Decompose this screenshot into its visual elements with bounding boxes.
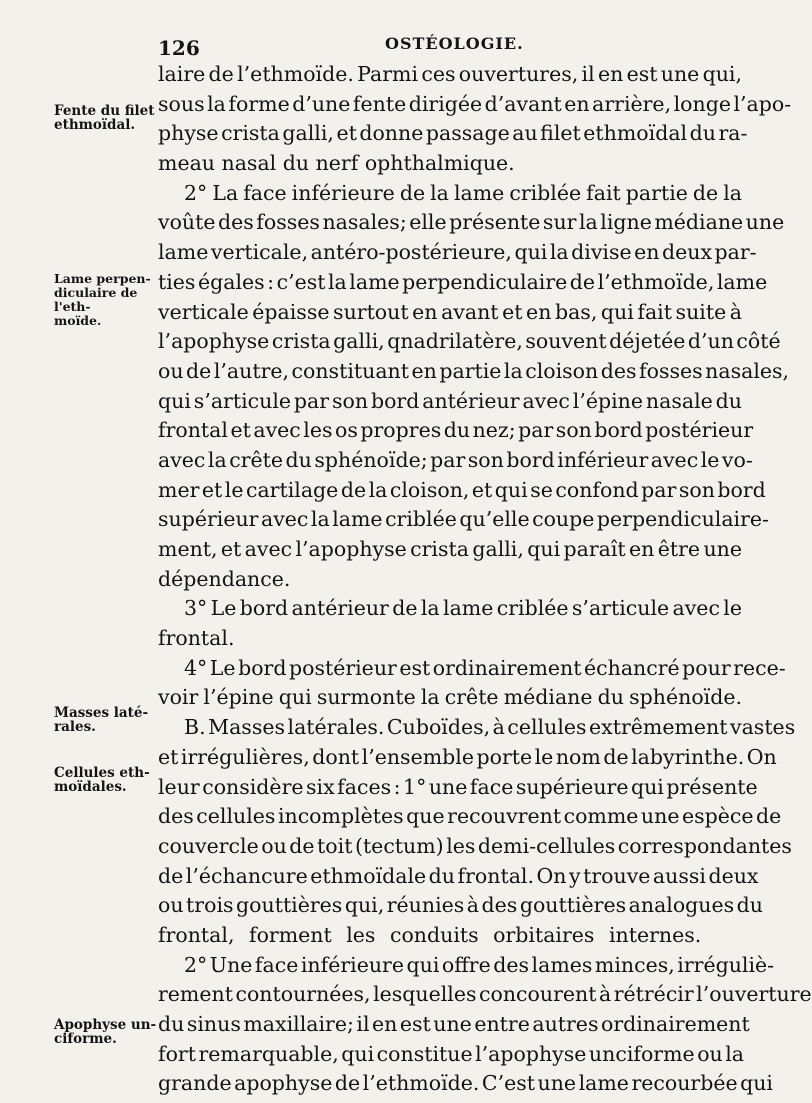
text-line: frontal. (158, 626, 235, 651)
text-line: ou de l’autre, constituant en partie la cloison des fosses nasales, (158, 358, 790, 383)
text-line: voir l’épine qui surmonte la crête médiane du sphénoïde. (158, 685, 742, 710)
text-line: mer et le cartilage de la cloison, et qui se confond par son bord (158, 477, 766, 502)
text-line: meau nasal du nerf ophthalmique. (158, 151, 515, 176)
text-line: ment, et avec l’apophyse crista galli, qui paraît en être une (158, 537, 742, 561)
text-line: de l’échancure ethmoïdale du frontal. On y trouve aussi deux (158, 863, 759, 888)
margin-note-fente (54, 104, 169, 132)
margin-note-apophyse (54, 1018, 169, 1046)
text-line: voûte des fosses nasales; elle présente sur la ligne médiane une (158, 210, 785, 235)
margin-note-line: Lame perpen- (54, 271, 151, 286)
text-line: verticale épaisse surtout en avant et en bas, qui fait suite à (158, 299, 742, 324)
margin-note-line: ciforme. (54, 1031, 117, 1047)
running-title: OSTÉOLOGIE. (385, 34, 524, 53)
text-line: frontal et avec les os propres du nez; par son bord postérieur (158, 418, 754, 443)
text-line: dépendance. (158, 566, 291, 591)
text-line: supérieur avec la lame criblée qu’elle coupe perpendiculaire- (158, 507, 769, 532)
margin-note-cellules (54, 766, 169, 794)
text-line: leur considère six faces : 1° une face supérieure qui présente (158, 774, 758, 799)
text-line: physe crista galli, et donne passage au filet ethmoïdal du ra- (158, 121, 748, 146)
text-line: l’apophyse crista galli, qnadrilatère, souvent déjetée d’un côté (158, 329, 781, 354)
text-line: ou trois gouttières qui, réunies à des gouttières analogues du (158, 893, 764, 918)
text-line: rement contournées, lesquelles concourent à rétrécir l’ouverture (158, 982, 812, 1007)
text-line: qui s’articule par son bord antérieur avec l’épine nasale du (158, 388, 742, 413)
text-line: des cellules incomplètes que recouvrent comme une espèce de (158, 804, 782, 829)
text-line: lame verticale, antéro-postérieure, qui la divise en deux par- (158, 240, 757, 265)
margin-note-line: Fente du filet (54, 103, 155, 119)
margin-note-line: Masses laté- (54, 705, 149, 721)
margin-note-line: Cellules eth- (54, 765, 150, 781)
text-line: 2° Une face inférieure qui offre des lames minces, irréguliè- (184, 952, 775, 977)
margin-note-line: moïdales. (54, 779, 127, 795)
text-line: frontal, forment les conduits orbitaires internes. (158, 922, 702, 947)
margin-note-line: rales. (54, 719, 96, 735)
margin-note-line: moïde. (54, 313, 102, 328)
page-number: 126 (158, 36, 200, 60)
text-line: couvercle ou de toit (tectum) les demi-cellules correspondantes (158, 833, 792, 858)
text-line: et irrégulières, dont l’ensemble porte le nom de labyrinthe. On (158, 744, 777, 769)
text-line: B. Masses latérales. Cuboïdes, à cellules extrêmement vastes (184, 715, 796, 740)
text-line: 4° Le bord postérieur est ordinairement échancré pour rece- (184, 655, 786, 680)
margin-note-line: Apophyse un- (54, 1017, 157, 1033)
margin-note-line: diculaire de l'eth- (54, 285, 138, 314)
margin-note-masses (54, 706, 169, 734)
text-line: 3° Le bord antérieur de la lame criblée s’articule avec le (184, 596, 742, 621)
margin-note-lame (54, 272, 169, 328)
margin-note-line: ethmoïdal. (54, 117, 136, 133)
text-line: laire de l’ethmoïde. Parmi ces ouvertures, il en est une qui, (158, 62, 742, 86)
text-line: grande apophyse de l’ethmoïde. C’est une lame recourbée qui (158, 1071, 773, 1096)
text-line: fort remarquable, qui constitue l’apophyse unciforme ou la (158, 1041, 745, 1066)
text-line: du sinus maxillaire; il en est une entre autres ordinairement (158, 1012, 750, 1036)
text-line: avec la crête du sphénoïde; par son bord inférieur avec le vo- (158, 447, 753, 472)
body-text (158, 60, 812, 1099)
text-line: ties égales : c’est la lame perpendiculaire de l’ethmoïde, lame (158, 269, 768, 294)
text-line: 2° La face inférieure de la lame criblée fait partie de la (184, 180, 742, 205)
text-line: sous la forme d’une fente dirigée d’avant en arrière, longe l’apo- (158, 91, 792, 116)
page-header (0, 30, 800, 60)
